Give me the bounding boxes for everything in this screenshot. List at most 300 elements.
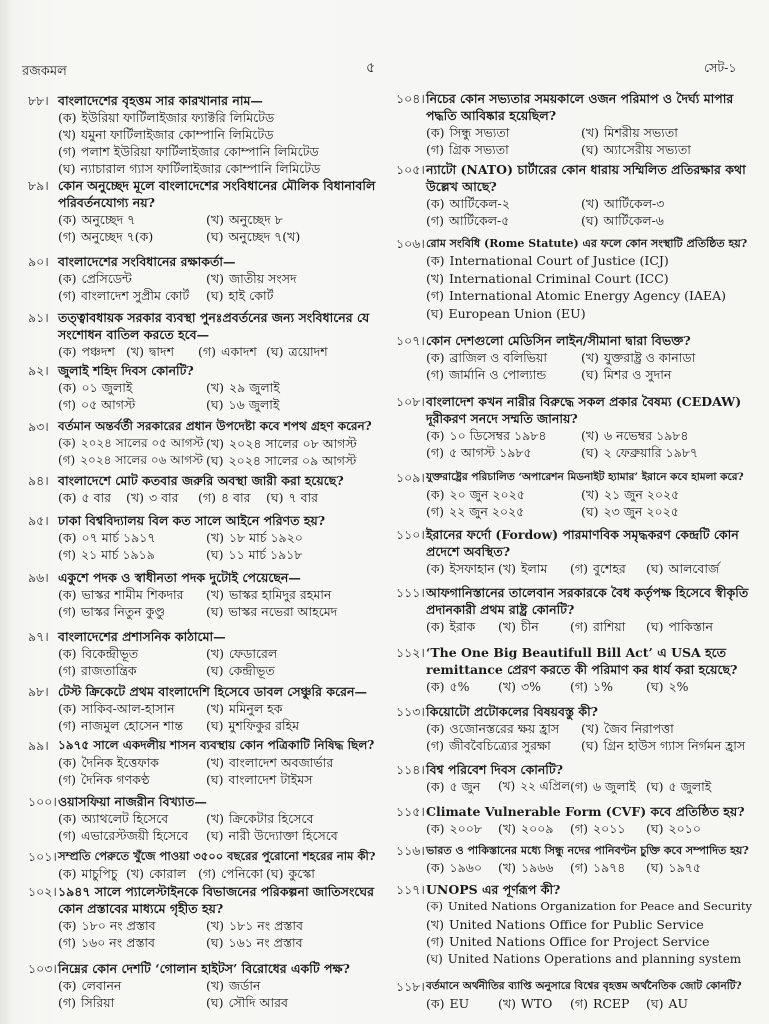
question-line <box>396 235 752 252</box>
option-label: (খ) <box>206 978 224 993</box>
options-list <box>426 778 752 795</box>
question-item <box>396 235 752 322</box>
question-line <box>396 644 752 678</box>
option-label: (গ) <box>570 779 588 794</box>
option-item <box>426 212 581 229</box>
options-list <box>58 379 380 413</box>
option-text: ভাস্কর হামিদুর রহমান <box>228 587 332 602</box>
question-item <box>28 793 380 844</box>
option-label: (খ) <box>206 530 224 545</box>
option-item <box>206 717 380 734</box>
option-label: (ঘ) <box>206 828 224 843</box>
option-text: ২০০৯ <box>520 821 554 836</box>
option-label: (খ) <box>206 701 224 716</box>
option-item <box>206 546 380 563</box>
page-number: ৫ <box>366 60 376 76</box>
option-text: International Criminal Court (ICC) <box>448 270 669 286</box>
question-text: ১৯৭৫ সালে একদলীয় শাসন ব্যবস্থায় কোন পত্রিকাটি নিষিদ্ধ ছিল? <box>58 738 375 752</box>
option-label: (খ) <box>498 619 516 634</box>
question-number: ৮৯। <box>28 178 49 193</box>
option-text: ইলাম <box>520 561 548 576</box>
option-item <box>426 859 498 876</box>
option-text: মিশর ও সুদান <box>603 367 672 382</box>
option-text: দ্বাদশ <box>148 344 174 359</box>
option-label: (খ) <box>126 490 144 505</box>
option-item <box>498 995 570 1012</box>
option-item <box>58 143 380 160</box>
question-line <box>396 526 752 560</box>
option-item <box>646 560 752 577</box>
question-text: তত্ত্বাবধায়ক সরকার ব্যবস্থা পুনঃপ্রবর্তনের জন্য সংবিধানের যে সংশোধন বাতিল করতে হবে— <box>58 310 370 342</box>
option-label: (গ) <box>198 490 216 505</box>
option-text: RCEP <box>592 996 630 1011</box>
options-list <box>426 486 752 520</box>
option-item <box>581 427 752 444</box>
question-item <box>28 253 380 304</box>
option-label: (ঘ) <box>266 866 284 881</box>
option-item <box>581 124 752 141</box>
question-item <box>28 960 380 1011</box>
option-item <box>426 287 752 305</box>
option-item <box>58 865 126 882</box>
option-text: ভাস্কর নিতুন কুণ্ডু <box>80 604 165 619</box>
question-text: যুক্তরাষ্ট্রের পরিচালিত ‘অপারেশন মিডনাইট হ্যামার’ ইরানে কবে হামলা করে? <box>426 471 744 483</box>
option-label: (ঘ) <box>206 772 224 787</box>
option-item <box>58 109 380 126</box>
option-label: (ক) <box>426 125 445 140</box>
option-text: European Union (EU) <box>448 305 586 321</box>
option-item <box>646 778 752 795</box>
set-label: সেট-১ <box>704 60 737 75</box>
question-line <box>28 628 380 645</box>
question-line <box>28 309 380 343</box>
option-item <box>581 486 752 503</box>
option-label: (ঘ) <box>646 996 664 1011</box>
option-label: (গ) <box>426 934 444 949</box>
option-label: (ক) <box>426 996 445 1011</box>
option-text: জর্ডান <box>228 978 261 993</box>
question-text: জুলাই শহিদ দিবস কোনটি? <box>58 363 194 378</box>
option-item <box>426 933 752 951</box>
option-label: (খ) <box>206 918 224 933</box>
option-text: ২০২৪ সালের ০৫ আগস্ট <box>80 436 204 450</box>
question-line <box>396 842 752 859</box>
option-text: সাকিব-আল-হাসান <box>81 701 175 716</box>
option-label: (গ) <box>58 288 76 303</box>
option-label: (ঘ) <box>206 604 224 619</box>
option-text: ১৬ জুলাই <box>228 397 280 412</box>
option-label: (ক) <box>426 899 444 913</box>
option-text: ১৮০ নং প্রস্তাব <box>81 918 156 933</box>
option-item <box>426 503 581 520</box>
question-number: ৯৪। <box>28 473 49 488</box>
options-list <box>58 917 380 951</box>
options-list <box>58 865 380 882</box>
options-list <box>426 252 752 322</box>
question-text: রোম সংবিধি (Rome Statute) এর ফলে কোন সংস্থাটি প্রতিষ্ঠিত হয়? <box>426 237 748 250</box>
option-text: ৩% <box>520 679 541 694</box>
option-label: (ক) <box>426 619 445 634</box>
option-label: (ক) <box>58 978 77 993</box>
option-text: ২৯ জুলাই <box>228 380 280 395</box>
option-item <box>58 827 206 844</box>
option-item <box>498 859 570 876</box>
option-item <box>198 489 266 506</box>
question-line <box>396 584 752 618</box>
option-text: দৈনিক ইত্তেফাক <box>81 755 159 770</box>
question-item <box>28 569 380 620</box>
option-item <box>498 678 570 695</box>
option-text: সিন্ধু সভ্যতা <box>449 125 510 140</box>
option-item <box>426 486 581 503</box>
option-text: ১৮১ নং প্রস্তাব <box>228 918 303 933</box>
option-item <box>206 994 380 1011</box>
question-item <box>396 584 752 635</box>
option-label: (খ) <box>126 866 144 881</box>
question-item <box>28 92 380 177</box>
option-label: (ক) <box>58 271 77 286</box>
option-item <box>581 503 752 520</box>
option-item <box>570 618 646 635</box>
option-label: (খ) <box>206 646 224 661</box>
option-label: (ক) <box>58 918 77 933</box>
question-item <box>396 526 752 577</box>
option-text: নাজমুল হোসেন শান্ত <box>80 718 184 733</box>
options-list <box>58 645 380 679</box>
question-line <box>28 512 380 529</box>
option-label: (খ) <box>498 860 516 875</box>
option-item <box>206 211 380 228</box>
option-item <box>426 778 498 795</box>
option-label: (ক) <box>426 679 445 694</box>
option-label: (ক) <box>58 755 77 770</box>
option-label: (খ) <box>206 271 224 286</box>
option-text: ৩ বার <box>148 490 179 505</box>
option-text: ২২ এপ্রিল <box>520 779 570 793</box>
question-line <box>28 883 380 917</box>
question-line <box>28 848 380 865</box>
option-text: অনুচ্ছেদ ৭(ক) <box>80 229 154 244</box>
option-label: (ঘ) <box>206 229 224 244</box>
option-text: কেন্দ্রীভূত <box>228 663 275 678</box>
option-text: ২০১০ <box>668 821 701 836</box>
option-item <box>58 977 206 994</box>
option-text: ৫ বার <box>81 490 112 505</box>
option-text: ব্রাজিল ও বলিভিয়া <box>449 350 547 365</box>
option-item <box>426 720 581 737</box>
option-item <box>206 754 380 771</box>
option-item <box>426 366 581 383</box>
option-label: (ঘ) <box>266 490 284 505</box>
options-list <box>58 211 380 245</box>
option-text: পাকিস্তান <box>668 619 713 634</box>
options-list <box>426 859 752 876</box>
option-item <box>426 737 581 754</box>
option-item <box>570 859 646 876</box>
option-item <box>498 778 570 795</box>
option-label: (ঘ) <box>646 561 664 576</box>
options-list <box>58 586 380 620</box>
right-question-column <box>396 0 752 1024</box>
option-item <box>58 452 206 469</box>
option-text: প্রেসিডেন্ট <box>81 271 132 286</box>
option-label: (গ) <box>58 828 76 843</box>
question-text: বাংলাদেশের বৃহত্তম সার কারখানার নাম— <box>58 93 263 108</box>
question-item <box>28 683 380 734</box>
question-line <box>28 253 380 270</box>
options-list <box>58 810 380 844</box>
option-label: (গ) <box>198 344 216 359</box>
question-line <box>28 177 380 211</box>
option-label: (ঘ) <box>581 504 599 519</box>
question-number: ১০৪। <box>396 91 425 106</box>
option-item <box>570 778 646 795</box>
option-item <box>126 343 198 360</box>
option-label: (ঘ) <box>206 288 224 303</box>
option-item <box>426 427 581 444</box>
option-text: জাতীয় সংসদ <box>228 271 297 286</box>
option-item <box>426 349 581 366</box>
option-item <box>426 270 752 288</box>
option-text: যুক্তরাষ্ট্র ও কানাডা <box>603 350 696 365</box>
question-text: ভারত ও পাকিস্তানের মধ্যে সিন্ধু নদের পানিবণ্টন চুক্তি কবে সম্পাদিত হয়? <box>426 844 749 857</box>
options-list <box>58 343 380 360</box>
option-item <box>58 126 380 143</box>
option-text: অনুচ্ছেদ ৭ <box>81 212 136 227</box>
question-number: ৯৫। <box>28 513 49 528</box>
option-item <box>58 435 206 452</box>
question-item <box>28 883 380 951</box>
option-text: ০১ জুলাই <box>81 380 133 395</box>
option-label: (ঘ) <box>206 995 224 1010</box>
option-item <box>206 771 380 788</box>
option-label: (খ) <box>498 779 516 793</box>
question-item <box>28 737 380 788</box>
question-line <box>28 92 380 109</box>
option-label: (ঘ) <box>581 738 599 753</box>
option-label: (গ) <box>58 995 76 1010</box>
option-item <box>206 529 380 546</box>
option-label: (ক) <box>426 428 445 443</box>
question-text: ‘The One Big Beautifull Bill Act’ এ USA হতে remittance প্রেরণ করতে কী পরিমাণ কর ধার্য করা হয়েছে? <box>426 645 738 677</box>
option-text: আর্টিকেল-৩ <box>603 196 665 211</box>
option-label: (ক) <box>426 721 445 736</box>
question-number: ৯০। <box>28 254 49 269</box>
question-line <box>396 90 752 124</box>
option-text: আলবোর্জ <box>668 561 720 576</box>
option-text: ইসফাহান <box>449 561 495 576</box>
question-item <box>396 881 752 968</box>
option-label: (খ) <box>581 487 599 502</box>
question-text: একুশে পদক ও স্বাধীনতা পদক দুটোই পেয়েছেন— <box>58 570 301 585</box>
option-text: বাংলাদেশ অবজার্ভার <box>228 755 334 770</box>
option-text: ওজোনস্তরের ক্ষয় হ্রাস <box>449 721 560 736</box>
question-item <box>396 469 752 520</box>
option-label: (খ) <box>206 587 224 602</box>
option-item <box>206 700 380 717</box>
option-item <box>266 343 380 360</box>
option-item <box>498 560 570 577</box>
question-item <box>28 309 380 360</box>
option-text: WTO <box>520 996 553 1011</box>
option-text: রাশিয়া <box>592 619 626 634</box>
question-text: বর্তমানে অর্থনীতির ব্যাপ্তি অনুসারে বিশ্বের বৃহত্তম অর্থনৈতিক জোট কোনটি? <box>426 980 742 992</box>
options-list <box>426 898 752 968</box>
options-list <box>58 529 380 563</box>
option-label: (গ) <box>570 821 588 836</box>
option-item <box>498 618 570 635</box>
option-item <box>206 662 380 679</box>
options-list <box>426 678 752 695</box>
option-item <box>206 228 380 245</box>
option-label: (খ) <box>206 212 224 227</box>
option-label: (ঘ) <box>206 547 224 562</box>
options-list <box>426 427 752 461</box>
question-text: নিম্নের কোন দেশটি ‘গোলান হাইটস’ বিরোধের একটি পক্ষ? <box>58 961 350 976</box>
option-text: ১৬১ নং প্রস্তাব <box>228 935 303 950</box>
question-text: UNOPS এর পূর্ণরূপ কী? <box>426 882 561 897</box>
option-label: (ক) <box>58 811 77 826</box>
question-text: টেস্ট ক্রিকেটে প্রথম বাংলাদেশি হিসেবে ডাবল সেঞ্চুরি করেন— <box>58 684 367 699</box>
option-label: (খ) <box>498 996 516 1011</box>
option-text: লেবানন <box>81 978 122 993</box>
question-item <box>396 332 752 383</box>
question-item <box>396 978 752 1012</box>
option-label: (ক) <box>58 380 77 395</box>
option-item <box>581 444 752 461</box>
option-label: (খ) <box>206 436 224 451</box>
option-text: ১০ ডিসেম্বর ১৯৮৪ <box>449 428 547 443</box>
options-list <box>426 820 752 837</box>
option-text: International Atomic Energy Agency (IAEA) <box>448 288 727 303</box>
question-item <box>28 362 380 413</box>
question-item <box>396 90 752 158</box>
option-text: পলাশ ইউরিয়া ফার্টিলাইজার কোম্পানি লিমিটেড <box>80 144 319 159</box>
option-item <box>581 141 752 158</box>
options-list <box>426 995 752 1012</box>
option-item <box>58 717 206 734</box>
question-line <box>396 703 752 720</box>
option-label: (খ) <box>581 196 599 211</box>
option-text: EU <box>449 996 470 1011</box>
option-text: এভারেস্টজয়ী হিসেবে <box>80 828 189 843</box>
option-item <box>58 771 206 788</box>
option-text: ২০২৪ সালের ০৬ আগস্ট <box>80 453 204 467</box>
options-list <box>58 977 380 1011</box>
option-text: ২২ জুন ২০২৫ <box>448 504 525 519</box>
options-list <box>58 109 380 177</box>
option-item <box>426 916 752 934</box>
option-text: ইউরিয়া ফার্টিলাইজার ফ্যাক্টরি লিমিটেড <box>81 110 275 125</box>
option-item <box>426 560 498 577</box>
option-item <box>206 603 380 620</box>
option-label: (ক) <box>58 866 77 881</box>
option-text: কুস্কো <box>288 866 315 881</box>
question-item <box>396 644 752 695</box>
question-number: ৯১। <box>28 310 49 325</box>
option-text: বুশেহর <box>592 561 626 576</box>
option-label: (ক) <box>58 646 77 661</box>
option-item <box>570 678 646 695</box>
option-label: (গ) <box>58 453 76 467</box>
option-text: আর্টিকেল-৫ <box>448 213 510 228</box>
question-text: আফগানিস্তানের তালেবান সরকারকে বৈধ কর্তৃপক্ষ হিসেবে স্বীকৃতি প্রদানকারী প্রথম রাষ্ট্র কোনটি? <box>426 585 749 617</box>
option-text: অনুচ্ছেদ ৭(খ) <box>228 229 301 244</box>
option-item <box>58 917 206 934</box>
question-number: ৯৬। <box>28 570 49 585</box>
option-text: মুশফিকুর রহিম <box>228 718 300 733</box>
question-text: ১৯৪৭ সালে প্যালেস্টাইনকে বিভাজনের পরিকল্পনা জাতিসংঘের কোন প্রস্তাবের মাধ্যমে গৃহীত হয়? <box>58 884 374 916</box>
question-number: ১০৬। <box>396 236 425 251</box>
option-label: (খ) <box>58 127 76 142</box>
question-line <box>396 761 752 778</box>
question-number: ১১৪। <box>396 762 425 777</box>
option-label: (ঘ) <box>206 663 224 678</box>
option-label: (খ) <box>581 428 599 443</box>
option-item <box>426 898 752 916</box>
option-item <box>426 195 581 212</box>
option-text: ইরাক <box>449 619 476 634</box>
option-label: (গ) <box>570 679 588 694</box>
option-item <box>581 366 752 383</box>
option-item <box>581 349 752 366</box>
option-label: (ঘ) <box>206 397 224 412</box>
option-item <box>206 810 380 827</box>
question-item <box>396 393 752 461</box>
question-text: বর্তমান অন্তর্বর্তী সরকারের প্রধান উপদেষ্টা কবে শপথ গ্রহণ করেন? <box>58 419 372 433</box>
question-text: ঢাকা বিশ্ববিদ্যালয় বিল কত সালে আইনে পরিণত হয়? <box>58 513 326 528</box>
question-number: ৯৭। <box>28 629 49 644</box>
question-number: ১০৯। <box>396 470 425 485</box>
option-item <box>426 820 498 837</box>
option-label: (গ) <box>570 561 588 576</box>
question-number: ১১৭। <box>396 882 425 897</box>
question-line <box>28 737 380 754</box>
option-text: ১৯৬০ <box>449 860 482 875</box>
question-line <box>28 960 380 977</box>
option-text: ২০০৮ <box>449 821 482 836</box>
option-item <box>58 586 206 603</box>
option-label: (গ) <box>58 935 76 950</box>
option-label: (গ) <box>426 367 444 382</box>
option-item <box>206 586 380 603</box>
question-text: ওয়াসফিয়া নাজরীন বিখ্যাত— <box>58 794 207 809</box>
option-text: ভাস্কর নভেরা আহমেদ <box>228 604 338 619</box>
option-text: ৫ আগস্ট ১৯৮৫ <box>448 445 532 460</box>
option-text: পেনিকো <box>220 866 263 881</box>
question-item <box>28 472 380 506</box>
option-item <box>126 489 198 506</box>
option-item <box>58 934 206 951</box>
publisher-name: রজকমল <box>22 64 67 79</box>
option-item <box>198 343 266 360</box>
question-item <box>28 848 380 882</box>
question-number: ১০৩। <box>28 961 57 976</box>
question-text: সম্প্রতি পেরুতে খুঁজে পাওয়া ৩৫০০ বছরের পুরোনো শহরের নাম কী? <box>58 849 376 863</box>
option-label: (ক) <box>426 561 445 576</box>
question-line <box>28 472 380 489</box>
question-number: ১০০। <box>28 794 57 809</box>
question-line <box>396 393 752 427</box>
options-list <box>58 435 380 469</box>
options-list <box>58 754 380 788</box>
option-text: ১৬০ নং প্রস্তাব <box>80 935 156 950</box>
question-item <box>28 418 380 469</box>
option-item <box>581 720 752 737</box>
question-line <box>28 683 380 700</box>
question-item <box>28 512 380 563</box>
option-label: (খ) <box>498 679 516 694</box>
